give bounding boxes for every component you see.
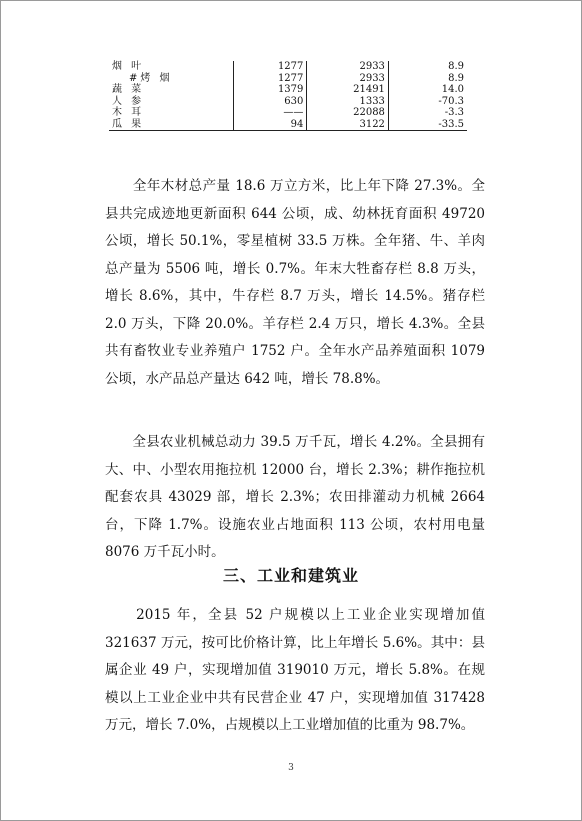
table-row xyxy=(109,96,467,108)
page-number: 3 xyxy=(288,763,294,773)
area-cell: 630 xyxy=(233,96,307,108)
table-row xyxy=(109,119,467,131)
section-heading: 三、工业和建筑业 xyxy=(222,566,359,585)
growth-cell: -33.5 xyxy=(388,119,467,131)
row-name-cell: 人 参 xyxy=(112,95,145,107)
area-cell: 94 xyxy=(233,119,307,131)
output-cell: 2933 xyxy=(307,73,389,85)
area-cell: 1379 xyxy=(233,84,307,96)
growth-cell: 14.0 xyxy=(388,84,467,96)
table-row xyxy=(109,61,467,73)
output-cell: 1333 xyxy=(307,96,389,108)
row-name-cell: #烤 烟 xyxy=(129,72,173,84)
area-cell: 1277 xyxy=(233,61,307,73)
agricultural-machinery-paragraph: 全县农业机械总动力 39.5 万千瓦，增长 4.2%。全县拥有大、中、小型农用拖拉机 12000 台，增长 2.3%；耕作拖拉机配套农具 43029 部，增长 2.3%；农田排灌动力机械 2664 台，下降 1.7%。设施农业占地面积 113 公顷，农村用电量 8076 万千瓦小时。 xyxy=(105,434,485,560)
output-cell: 22088 xyxy=(307,107,389,119)
row-name-cell: 木 耳 xyxy=(112,107,145,118)
area-cell: —— xyxy=(233,107,307,119)
growth-cell: -3.3 xyxy=(388,107,467,119)
table-row xyxy=(109,73,467,85)
output-cell: 21491 xyxy=(307,84,389,96)
forestry-livestock-paragraph: 全年木材总产量 18.6 万立方米，比上年下降 27.3%。全县共完成迹地更新面积 644 公顷，成、幼林抚育面积 49720 公顷，增长 50.1%，零星植树 33.5 万株。全年猪、牛、羊肉总产量为 5506 吨，增长 0.7%。年末大牲畜存栏 8.8 万头，增长 8.6%，其中，牛存栏 8.7 万头，增长 14.5%。猪存栏 2.0 万头，下降 20.0%。羊存栏 2.4 万只，增长 4.3%。全县共有畜牧业专业养殖户 1752 户。全年水产品养殖面积 1079 公顷，水产品总产量达 642 吨，增长 78.8%。 xyxy=(105,178,485,387)
industry-paragraph: 2015 年，全县 52 户规模以上工业企业实现增加值 321637 万元，按可比价格计算，比上年增长 5.6%。其中：县属企业 49 户，实现增加值 319010 万元，增长 5.8%。在规模以上工业企业中共有民营企业 47 户，实现增加值 317428 万元，增长 7.0%，占规模以上工业增加值的比重为 98.7%。 xyxy=(105,607,485,733)
table-row xyxy=(109,107,467,119)
row-name-cell: 蔬 菜 xyxy=(112,84,145,95)
area-cell: 1277 xyxy=(233,73,307,85)
crop-output-table xyxy=(109,61,467,131)
growth-cell: -70.3 xyxy=(388,96,467,108)
output-cell: 2933 xyxy=(307,61,389,73)
output-cell: 3122 xyxy=(307,119,389,131)
growth-cell: 8.9 xyxy=(388,61,467,73)
growth-cell: 8.9 xyxy=(388,73,467,85)
row-name-cell: 瓜 果 xyxy=(109,119,233,131)
row-name-cell: 烟 叶 xyxy=(112,61,145,72)
table-row xyxy=(109,84,467,96)
